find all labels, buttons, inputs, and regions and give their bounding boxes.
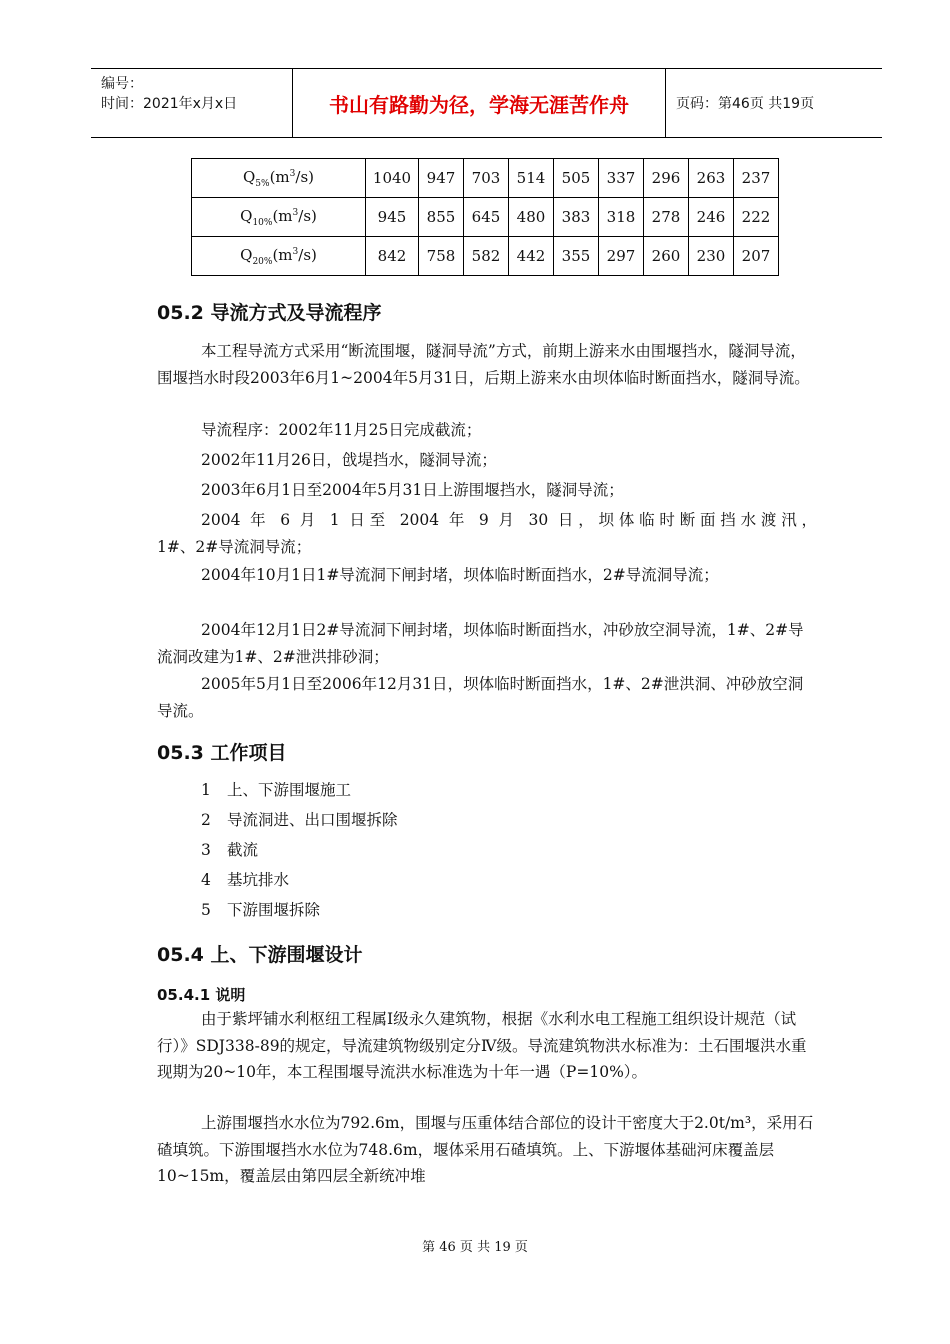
table-cell: 514: [509, 159, 554, 198]
table-cell: 383: [554, 198, 599, 237]
table-cell: 480: [509, 198, 554, 237]
table-row: [192, 198, 779, 237]
row-label: $Q_{20\%}(m^3/s)$: [192, 237, 366, 276]
paragraph: 导流程序：2002年11月25日完成截流；: [201, 421, 482, 439]
table-cell: 260: [644, 237, 689, 276]
list-item: 5 下游围堰拆除: [201, 901, 321, 919]
table-row: [192, 159, 779, 198]
row-label: $Q_{10\%}(m^3/s)$: [192, 198, 366, 237]
paragraph: 2004年12月1日2#导流洞下闸封堵，坝体临时断面挡水，冲砂放空洞导流，1#、2#导流洞改建为1#、2#泄洪排砂洞；: [157, 621, 804, 666]
flood-discharge-table: [191, 158, 779, 276]
table-cell: 278: [644, 198, 689, 237]
section-title-05-4: 05.4 上、下游围堰设计: [157, 944, 363, 966]
table-cell: 505: [554, 159, 599, 198]
paragraph: 2004年10月1日1#导流洞下闸封堵，坝体临时断面挡水，2#导流洞导流；: [201, 566, 719, 584]
table-cell: 207: [734, 237, 779, 276]
paragraph: 2003年6月1日至2004年5月31日上游围堰挡水，隧洞导流；: [201, 481, 624, 499]
header-meta-cell: [91, 69, 293, 137]
code-label: 编号：: [101, 76, 143, 92]
time-label: 时间：2021年x月x日: [101, 96, 238, 112]
table-cell: 442: [509, 237, 554, 276]
list-item: 4 基坑排水: [201, 871, 290, 889]
section-title-05-3: 05.3 工作项目: [157, 742, 287, 764]
table-cell: 645: [464, 198, 509, 237]
table-cell: 945: [366, 198, 419, 237]
table-cell: 297: [599, 237, 644, 276]
table-cell: 703: [464, 159, 509, 198]
table-row: [192, 237, 779, 276]
table-cell: 355: [554, 237, 599, 276]
table-cell: 296: [644, 159, 689, 198]
paragraph: 2002年11月26日，戗堤挡水，隧洞导流；: [201, 451, 497, 469]
table-cell: 1040: [366, 159, 419, 198]
paragraph: 上游围堰挡水水位为792.6m，围堰与压重体结合部位的设计干密度大于2.0t/m³，采用石碴填筑。下游围堰挡水水位为748.6m，堰体采用石碴填筑。上、下游堰体基础河床覆盖层10~15m，覆盖层由第四层全新统冲堆: [157, 1114, 814, 1185]
paragraph: 2004 年 6 月 1 日至 2004 年 9 月 30 日，坝体临时断面挡水渡汛， 1#、2#导流洞导流；: [157, 511, 817, 556]
table-cell: 246: [689, 198, 734, 237]
paragraph: 由于紫坪铺水利枢纽工程属Ⅰ级永久建筑物，根据《水利水电工程施工组织设计规范（试行）》SDJ338-89的规定，导流建筑物级别定分Ⅳ级。导流建筑物洪水标准为：土石围堰洪水重现期为20~10年，本工程围堰导流洪水标准选为十年一遇（P=10%）。: [157, 1010, 807, 1081]
table-cell: 263: [689, 159, 734, 198]
table-cell: 855: [419, 198, 464, 237]
list-item: 3 截流: [201, 841, 259, 859]
table-cell: 237: [734, 159, 779, 198]
header-page-info: 页码：第46页 共19页: [676, 96, 815, 112]
paragraph: 2005年5月1日至2006年12月31日，坝体临时断面挡水，1#、2#泄洪洞、冲砂放空洞导流。: [157, 675, 804, 720]
table-cell: 758: [419, 237, 464, 276]
page-header: [91, 68, 882, 138]
subsection-title-05-4-1: 05.4.1 说明: [157, 986, 246, 1004]
paragraph: 本工程导流方式采用“断流围堰，隧洞导流”方式，前期上游来水由围堰挡水，隧洞导流，围堰挡水时段2003年6月1~2004年5月31日，后期上游来水由坝体临时断面挡水，隧洞导流。: [157, 342, 810, 387]
table-cell: 842: [366, 237, 419, 276]
section-title-05-2: 05.2 导流方式及导流程序: [157, 302, 382, 324]
table-cell: 947: [419, 159, 464, 198]
table-cell: 222: [734, 198, 779, 237]
list-item: 1 上、下游围堰施工: [201, 781, 352, 799]
table-cell: 582: [464, 237, 509, 276]
row-label: $Q_{5\%}(m^3/s)$: [192, 159, 366, 198]
table-cell: 337: [599, 159, 644, 198]
table-cell: 230: [689, 237, 734, 276]
table-cell: 318: [599, 198, 644, 237]
page-footer: 第 46 页 共 19 页: [422, 1240, 528, 1255]
header-motto: 书山有路勤为径，学海无涯苦作舟: [293, 69, 666, 137]
list-item: 2 导流洞进、出口围堰拆除: [201, 811, 398, 829]
